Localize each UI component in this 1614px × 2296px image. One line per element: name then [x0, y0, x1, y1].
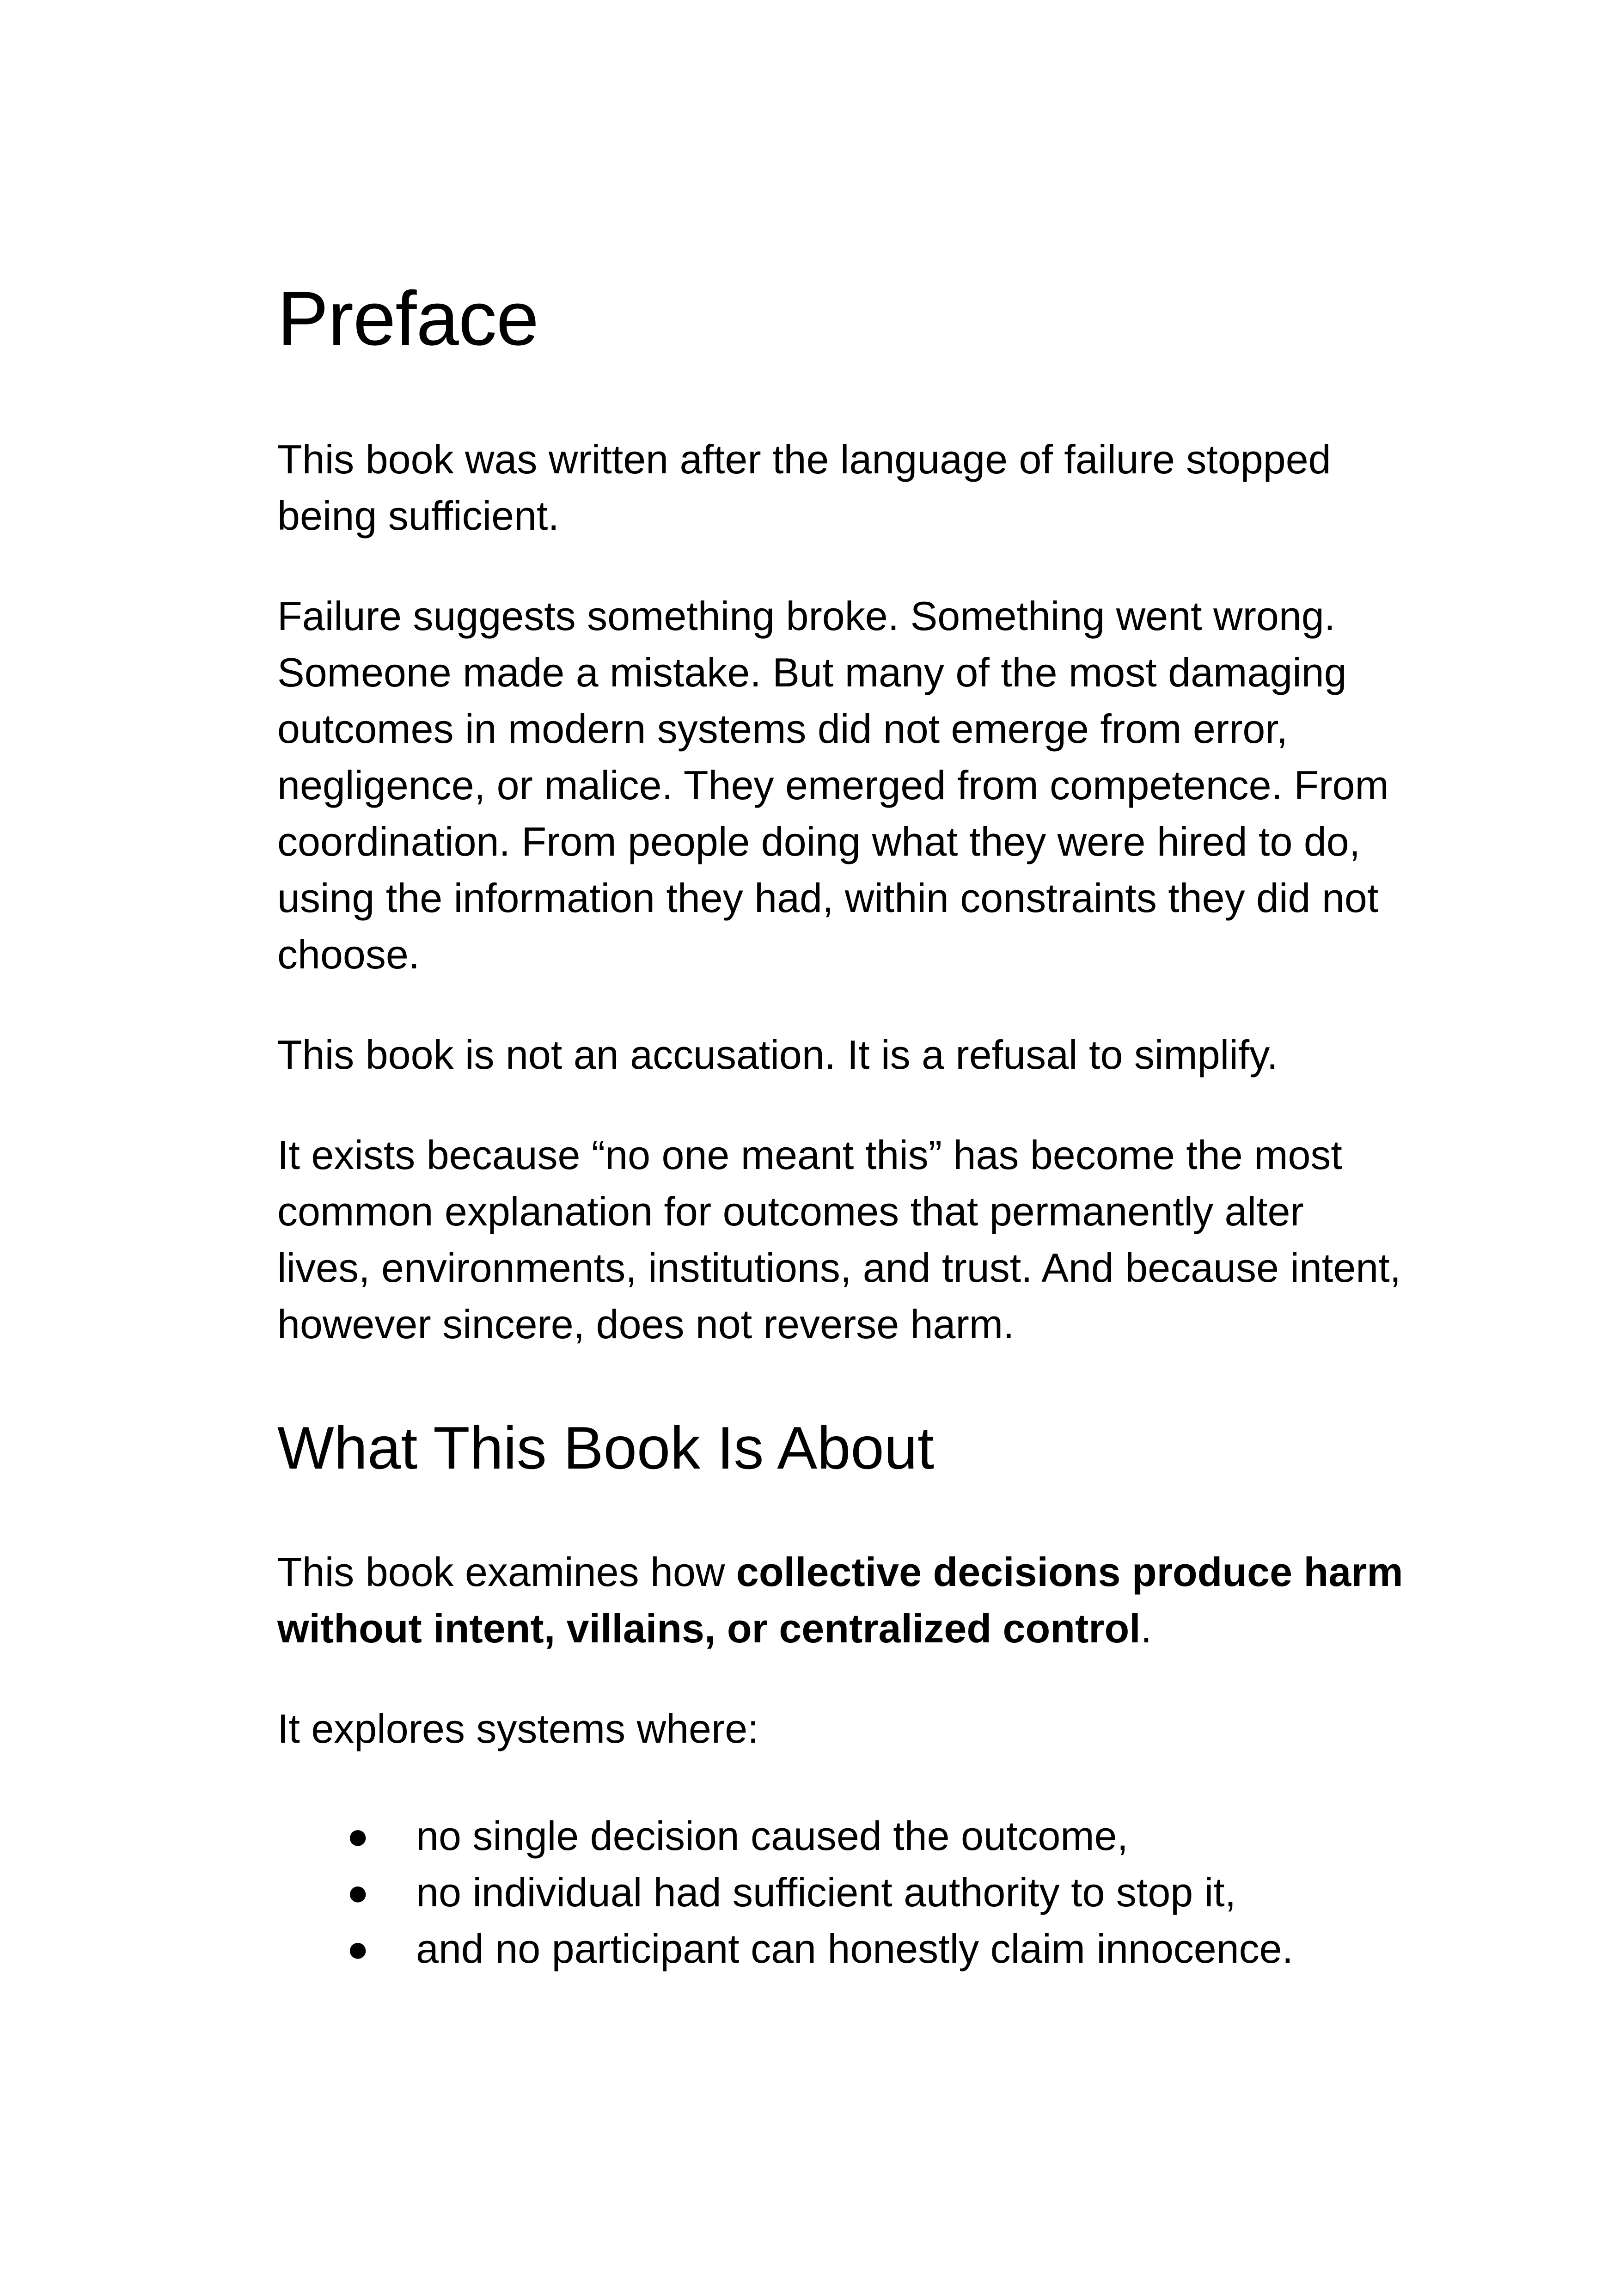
bullet-icon: ●: [347, 1872, 369, 1913]
list-item-text: no single decision caused the outcome,: [416, 1813, 1128, 1859]
about-heading: What This Book Is About: [277, 1414, 935, 1482]
about-intro-suffix: .: [1140, 1605, 1152, 1652]
preface-paragraph-2: Failure suggests something broke. Something went wrong. Someone made a mistake. But many of the most damaging outcomes in modern systems did not emerge from error, negligence, or malice. They emerged from competence. From coordination. From people doing what they were hired to do, using the information they had, within constraints they did not choose.: [277, 593, 1389, 978]
preface-paragraph-1: This book was written after the language of failure stopped being sufficient.: [277, 436, 1331, 539]
about-intro-paragraph: [277, 1544, 1405, 1657]
preface-paragraph-3: This book is not an accusation. It is a refusal to simplify.: [277, 1032, 1278, 1078]
bullet-icon: ●: [347, 1928, 369, 1970]
bullet-icon: ●: [347, 1815, 369, 1857]
preface-paragraph-4: It exists because “no one meant this” has become the most common explanation for outcomes that permanently alter lives, environments, institutions, and trust. And because intent, however sincere, does not reverse harm.: [277, 1132, 1401, 1347]
preface-heading: Preface: [277, 276, 539, 361]
list-item-text: and no participant can honestly claim innocence.: [416, 1926, 1294, 1972]
document-page: [277, 273, 1405, 1977]
list-item: [347, 1808, 1405, 1864]
about-intro-bold: collective decisions produce harm without intent, villains, or centralized control: [277, 1549, 1403, 1652]
list-item: [347, 1864, 1405, 1921]
about-list-intro: It explores systems where:: [277, 1706, 759, 1752]
list-item-text: no individual had sufficient authority to stop it,: [416, 1869, 1236, 1916]
about-bullet-list: [277, 1808, 1405, 1977]
list-item: [347, 1921, 1405, 1977]
about-intro-prefix: This book examines how: [277, 1549, 736, 1595]
